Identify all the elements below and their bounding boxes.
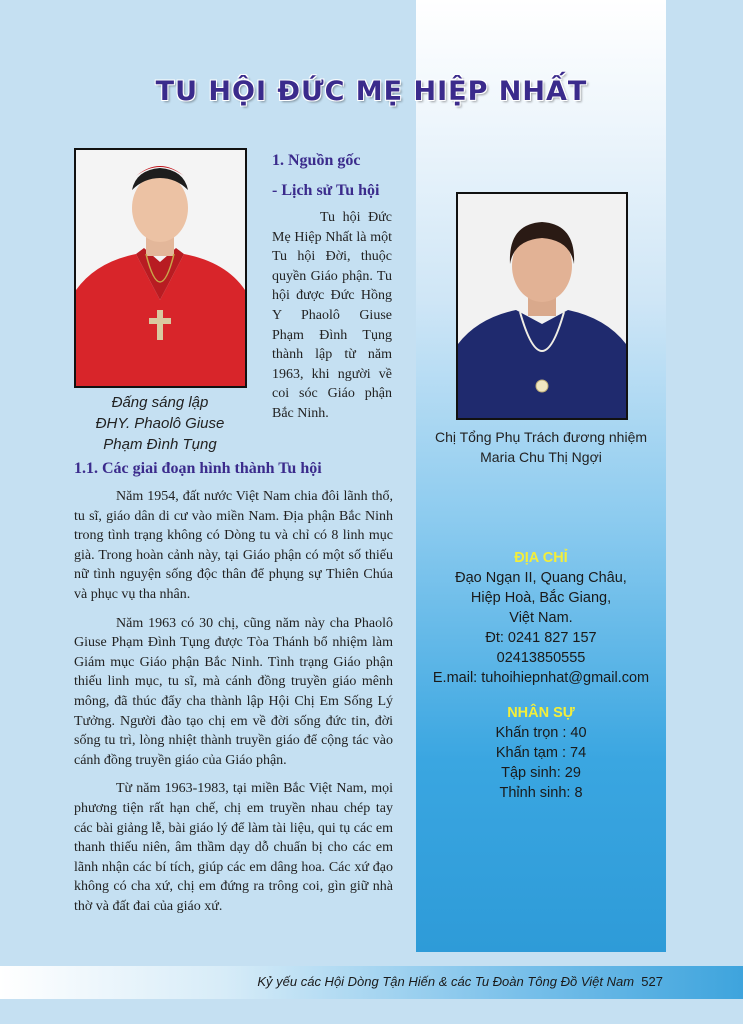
right-column-panel	[416, 0, 666, 952]
address-heading: ĐỊA CHỈ	[514, 550, 568, 566]
footer-title: Kỷ yếu các Hội Dòng Tận Hiến & các Tu Đoàn Tông Đồ Việt Nam	[257, 974, 635, 989]
staff-novices: Tập sinh: 29	[501, 765, 581, 781]
founder-caption-line: Đấng sáng lập	[111, 394, 209, 411]
staff-aspirants: Thỉnh sinh: 8	[499, 785, 583, 801]
section-subheading-history: - Lịch sử Tu hội	[272, 182, 380, 199]
email-address: E.mail: tuhoihiepnhat@gmail.com	[432, 670, 650, 686]
leader-caption-line: Chị Tổng Phụ Trách đương nhiệm	[434, 429, 648, 445]
leader-caption	[418, 427, 664, 467]
body-paragraph: Năm 1963 có 30 chị, cũng năm này cha Phaolô Giuse Phạm Đình Tụng được Tòa Thánh bổ nhiệm làm Giám mục Giáo phận Bắc Ninh. Tình trạng Giáo phận thiếu linh mục, tu sĩ, mà cánh đồng truyền giáo mênh mông, đã thúc đẩy cha thành lập Hội Chị Em Sống Lý Tưởng. Người đào tạo chị em về đời sống đức tin, đời sống tu trì, lòng nhiệt thành truyền giáo để cộng tác vào cánh đồng truyền giáo của Giáo phận.	[74, 615, 393, 768]
address-line: Đạo Ngạn II, Quang Châu,	[455, 570, 627, 586]
section-heading-stages: 1.1. Các giai đoạn hình thành Tu hội	[74, 460, 322, 477]
staff-block	[418, 703, 664, 803]
body-paragraph: Từ năm 1963-1983, tại miền Bắc Việt Nam, mọi phương tiện rất hạn chế, chị em truyền nhau chép tay các bài giảng lễ, bài giáo lý để làm tài liệu, qui tụ các em thanh thiếu niên, âm thầm dạy dỗ chuẩn bị cho các em lãnh nhận các bí tích, giúp các em dâng hoa. Các xứ đạo không có cha xứ, chị em đứng ra trông coi, gìn giữ nhà thờ và đất đai của giáo xứ.	[74, 781, 393, 914]
page-title: TU HỘI ĐỨC MẸ HIỆP NHẤT	[155, 76, 588, 107]
founder-caption-line: ĐHY. Phaolô Giuse	[95, 415, 225, 432]
staff-temporary: Khấn tạm : 74	[495, 745, 587, 761]
body-paragraph: Năm 1954, đất nước Việt Nam chia đôi lãnh thổ, tu sĩ, giáo dân di cư vào miền Nam. Địa phận Bắc Ninh trong tình trạng không có Dòng tu và chỉ có 8 linh mục già. Trong hoàn cảnh này, tại Giáo phận có một số thiếu nữ tình nguyện sống độc thân để phụng sự Thiên Chúa và phục vụ tha nhân.	[74, 489, 393, 602]
phone-number: Đt: 0241 827 157	[485, 630, 597, 646]
footer-text	[257, 974, 663, 989]
founder-caption	[62, 392, 258, 455]
staff-perpetual: Khấn trọn : 40	[495, 725, 587, 741]
footer-band	[0, 966, 743, 999]
address-line: Việt Nam.	[509, 610, 573, 626]
founder-photo	[74, 148, 247, 388]
address-line: Hiệp Hoà, Bắc Giang,	[470, 590, 612, 606]
staff-heading: NHÂN SỰ	[507, 705, 575, 721]
address-block	[418, 548, 664, 688]
leader-caption-line: Maria Chu Thị Ngợi	[480, 449, 602, 465]
leader-photo	[456, 192, 628, 420]
founder-caption-line: Phạm Đình Tụng	[103, 436, 217, 453]
origin-intro: Tu hội Đức Mẹ Hiệp Nhất là một Tu hội Đời, thuộc quyền Giáo phận. Tu hội được Đức Hồng Y Phaolô Giuse Phạm Đình Tụng thành lập từ năm 1963, khi người về coi sóc Giáo phận Bắc Ninh.	[272, 210, 392, 421]
phone-number-2: 02413850555	[496, 650, 586, 666]
stages-body	[74, 487, 393, 925]
section-heading-origin: 1. Nguồn gốc	[272, 152, 361, 169]
origin-intro-text	[272, 208, 392, 424]
page-number: 527	[641, 974, 663, 989]
